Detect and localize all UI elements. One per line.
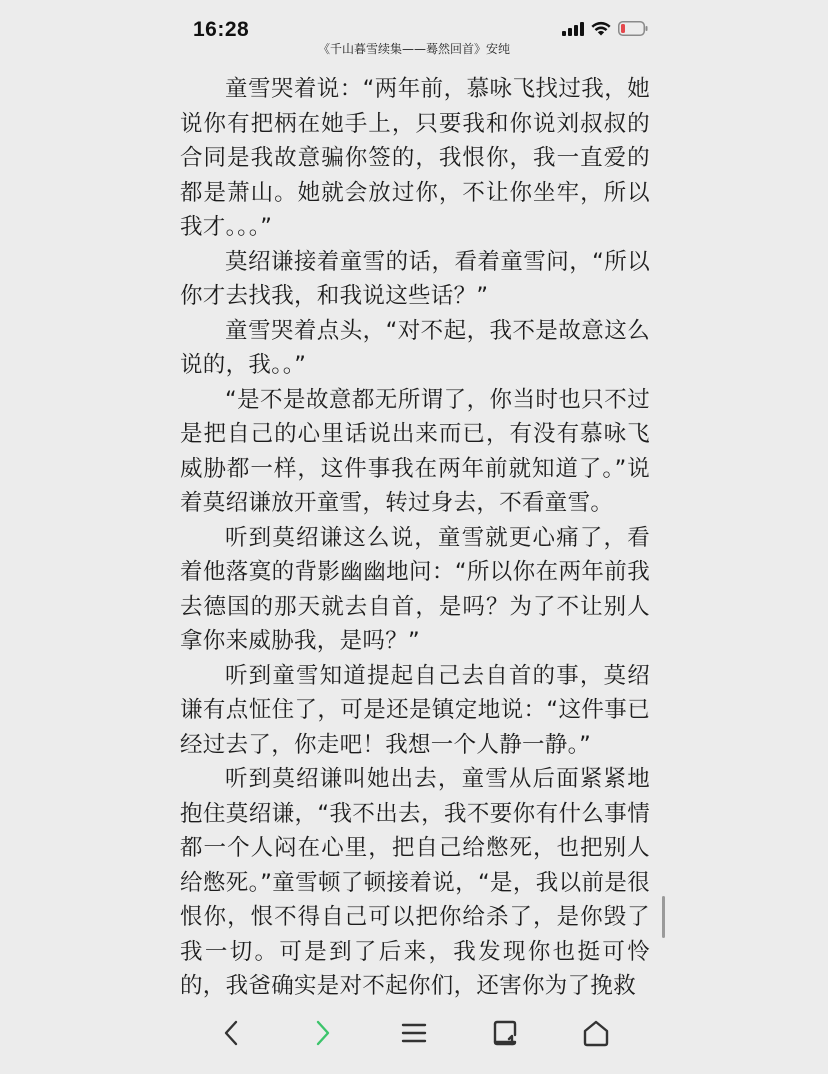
paragraph: 莫绍谦接着童雪的话，看着童雪问，“所以你才去找我，和我说这些话？” [180,248,650,309]
paragraph: 听到童雪知道提起自己去自首的事，莫绍谦有点怔住了，可是还是镇定地说：“这件事已经过去了，你走吧！我想一个人静一静。” [180,662,650,758]
chevron-left-icon [220,1019,244,1051]
home-icon [581,1019,611,1051]
home-button[interactable] [576,1015,616,1055]
menu-icon [401,1021,427,1049]
paragraph: 童雪哭着点头，“对不起，我不是故意这么说的，我。。” [180,317,650,378]
paragraph: 听到莫绍谦这么说，童雪就更心痛了，看着他落寞的背影幽幽地问：“所以你在两年前我去德国的那天就去自首，是吗？为了不让别人拿你来威胁我，是吗？” [180,524,650,654]
paragraph: “是不是故意都无所谓了，你当时也只不过是把自己的心里话说出来而已，有没有慕咏飞威胁都一样，这件事我在两年前就知道了。”说着莫绍谦放开童雪，转过身去，不看童雪。 [180,386,650,516]
paragraph: 听到莫绍谦叫她出去，童雪从后面紧紧地抱住莫绍谦，“我不出去，我不要你有什么事情都一个人闷在心里，把自己给憋死，也把别人给憋死。”童雪顿了顿接着说，“是，我以前是很恨你，恨不得自己可以把你给杀了，是你毁了我一切。可是到了后来，我发现你也挺可怜的，我爸确实是对不起你们，还害你为了挽救 [180,766,650,999]
tabs-button[interactable] [485,1015,525,1055]
scrollbar-thumb[interactable] [662,896,665,938]
wifi-icon [591,21,611,40]
browser-toolbar [0,1005,828,1065]
menu-button[interactable] [394,1015,434,1055]
status-bar [0,0,828,44]
battery-low-icon [618,21,648,40]
reader-content [180,72,650,1002]
status-icons [562,20,648,40]
book-title: 《千山暮雪续集——蓦然回首》安纯 [317,42,510,56]
paragraph: 童雪哭着说：“两年前，慕咏飞找过我，她说你有把柄在她手上，只要我和你说刘叔叔的合同是我故意骗你签的，我恨你，我一直爱的都是萧山。她就会放过你，不让你坐牢，所以我才。。。” [180,76,650,240]
back-button[interactable] [212,1015,252,1055]
cellular-signal-icon [562,21,584,40]
chevron-right-icon [310,1019,334,1051]
forward-button[interactable] [302,1015,342,1055]
status-time: 16:28 [193,18,250,41]
tabs-icon [491,1019,519,1051]
